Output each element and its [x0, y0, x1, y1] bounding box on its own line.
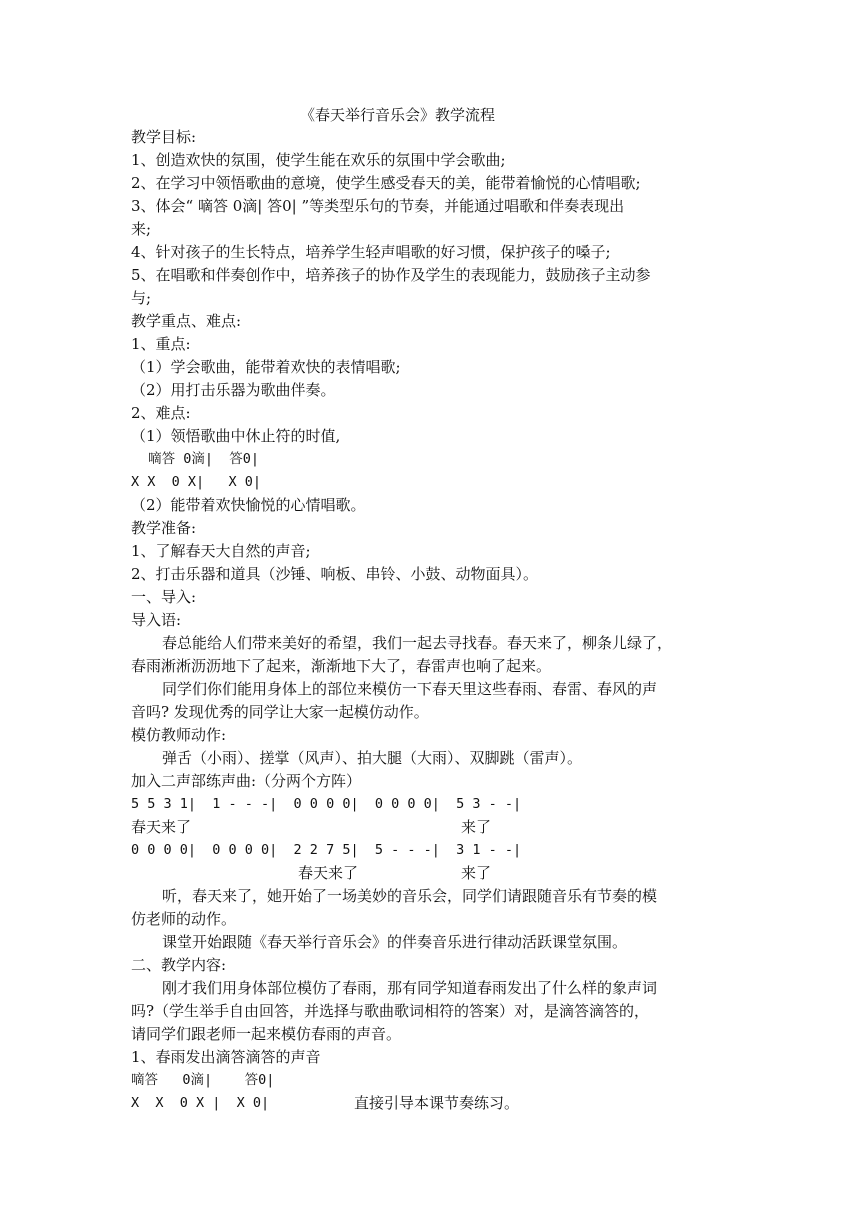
difficulty-item-1: （1）领悟歌曲中休止符的时值, — [131, 427, 341, 445]
objective-1: 1、创造欢快的氛围，使学生能在欢乐的氛围中学会歌曲; — [131, 151, 506, 169]
rhythm-words-2: 嘀答 0滴| 答0| — [131, 1072, 275, 1088]
difficulty-heading: 2、难点: — [131, 404, 191, 422]
imitate-line: 弹舌（小雨）、搓掌（风声）、拍大腿（大雨）、双脚跳（雷声）。 — [162, 749, 583, 767]
focus-item-1: （1）学会歌曲，能带着欢快的表情唱歌; — [131, 358, 401, 376]
class-start: 课堂开始跟随《春天举行音乐会》的伴奏音乐进行律动活跃课堂氛围。 — [162, 933, 628, 951]
keypoints-heading: 教学重点、难点: — [131, 312, 242, 330]
objectives-heading: 教学目标: — [131, 128, 197, 146]
twopart-label: 加入二声部练声曲:（分两个方阵） — [131, 772, 362, 790]
objective-5-cont: 与; — [131, 289, 152, 307]
objective-3-cont: 来; — [131, 220, 152, 238]
score-row-1: 5 5 3 1| 1 - - -| 0 0 0 0| 0 0 0 0| 5 3 - -| — [131, 796, 522, 812]
lyric-came: 来了 — [461, 818, 492, 836]
direct-note: 直接引导本课节奏练习。 — [354, 1094, 520, 1112]
lyric-spring-came: 春天来了 — [298, 864, 359, 882]
score-row-2: 0 0 0 0| 0 0 0 0| 2 2 7 5| 5 - - -| 3 1 - -| — [131, 842, 522, 858]
imitate-label: 模仿教师动作: — [131, 726, 227, 744]
section2-heading: 二、教学内容: — [131, 956, 227, 974]
objective-2: 2、在学习中领悟歌曲的意境，使学生感受春天的美，能带着愉悦的心情唱歌; — [131, 174, 641, 192]
lyric-spring-came: 春天来了 — [131, 818, 192, 836]
focus-heading: 1、重点: — [131, 335, 191, 353]
objective-5: 5、在唱歌和伴奏创作中，培养孩子的协作及学生的表现能力，鼓励孩子主动参 — [131, 266, 651, 284]
section1-heading: 一、导入: — [131, 588, 197, 606]
lyric-came: 来了 — [461, 864, 492, 882]
intro-para2-line2: 音吗? 发现优秀的同学让大家一起模仿动作。 — [131, 703, 429, 721]
intro-para1-line1: 春总能给人们带来美好的希望，我们一起去寻找春。春天来了，柳条儿绿了， — [162, 634, 673, 652]
rhythm-words-1: 嘀答 0滴| 答0| — [140, 451, 260, 467]
objective-3: 3、体会“ 嘀答 0滴| 答0| ”等类型乐句的节奏，并能通过唱歌和伴奏表现出 — [131, 197, 625, 215]
listen-para-line2: 仿老师的动作。 — [131, 910, 237, 928]
focus-item-2: （2）用打击乐器为歌曲伴奏。 — [131, 381, 336, 399]
prep-item-2: 2、打击乐器和道具（沙锤、响板、串铃、小鼓、动物面具）。 — [131, 565, 539, 583]
difficulty-item-2: （2）能带着欢快愉悦的心情唱歌。 — [131, 496, 366, 514]
intro-label: 导入语: — [131, 611, 182, 629]
intro-para2-line1: 同学们你们能用身体上的部位来模仿一下春天里这些春雨、春雷、春风的声 — [162, 680, 658, 698]
doc-title: 《春天举行音乐会》教学流程 — [300, 106, 496, 124]
content-para-line1: 刚才我们用身体部位模仿了春雨，那有同学知道春雨发出了什么样的象声词 — [162, 979, 658, 997]
item1-heading: 1、春雨发出滴答滴答的声音 — [131, 1048, 321, 1066]
rhythm-notes-2-row — [0, 1092, 860, 1114]
intro-para1-line2: 春雨淅淅沥沥地下了起来，渐渐地下大了，春雷声也响了起来。 — [131, 657, 552, 675]
score-row-2-lyrics — [0, 862, 860, 884]
objective-4: 4、针对孩子的生长特点，培养学生轻声唱歌的好习惯，保护孩子的嗓子; — [131, 243, 611, 261]
prep-heading: 教学准备: — [131, 519, 197, 537]
prep-item-1: 1、了解春天大自然的声音; — [131, 542, 311, 560]
rhythm-notes-2: X X 0 X | X 0| — [131, 1095, 270, 1111]
rhythm-notes-1: X X 0 X| X 0| — [131, 474, 262, 490]
score-row-1-lyrics — [0, 816, 860, 838]
listen-para-line1: 听，春天来了，她开始了一场美妙的音乐会，同学们请跟随音乐有节奏的模 — [162, 887, 658, 905]
content-para-line2: 吗?（学生举手自由回答，并选择与歌曲歌词相符的答案）对，是滴答滴答的， — [131, 1002, 650, 1020]
content-para-line3: 请同学们跟老师一起来模仿春雨的声音。 — [131, 1025, 402, 1043]
